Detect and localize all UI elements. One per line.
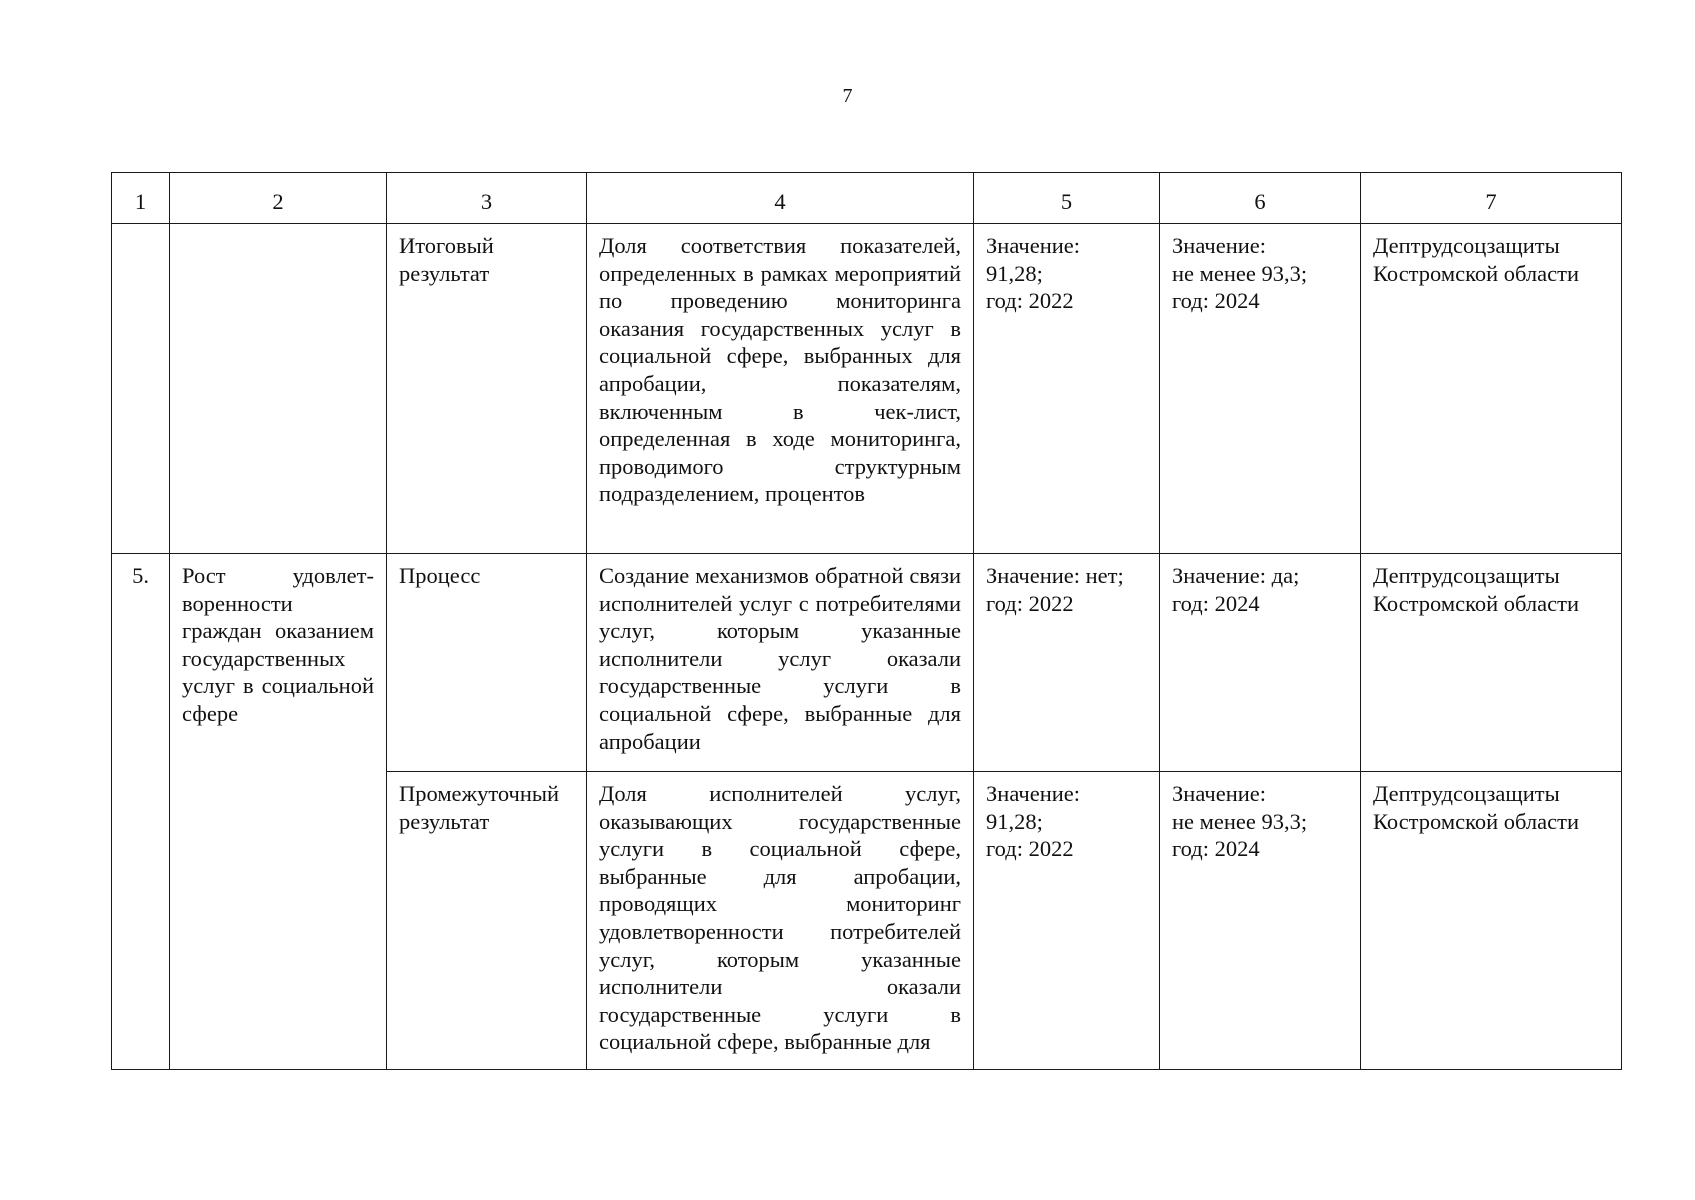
header-row <box>112 173 1622 224</box>
indicator-type-cell: Процесс <box>387 554 587 772</box>
page-number: 7 <box>842 85 853 107</box>
row-number-cell: 5. <box>112 554 170 1070</box>
indicator-description-cell: Доля соответствия показателей, определенных в рамках мероприятий по проведению мониторинга оказания государственных услуг в социальной сфере, выбранных для апробации, показателям, включенным в чек-лист, определенная в ходе мониторинга, проводимого структурным подразделением, процентов <box>587 224 974 554</box>
header-cell-1: 1 <box>112 173 170 224</box>
base-value-cell: Значение: нет; год: 2022 <box>974 554 1160 772</box>
header-cell-4: 4 <box>587 173 974 224</box>
header-cell-2: 2 <box>170 173 387 224</box>
target-value-cell: Значение: да; год: 2024 <box>1160 554 1361 772</box>
target-value-cell: Значение: не менее 93,3; год: 2024 <box>1160 224 1361 554</box>
goal-cell: Рост удовлет-воренности граждан оказанием государственных услуг в социальной сфере <box>170 554 387 1070</box>
header-cell-3: 3 <box>387 173 587 224</box>
responsible-cell: Дептрудсоцзащиты Костромской области <box>1361 554 1622 772</box>
indicator-description-cell: Создание механизмов обратной связи исполнителей услуг с потребителями услуг, которым указанные исполнители услуг оказали государственные услуги в социальной сфере, выбранные для апробации <box>587 554 974 772</box>
table-row <box>112 554 1622 772</box>
indicators-table <box>111 172 1622 1070</box>
responsible-cell: Дептрудсоцзащиты Костромской области <box>1361 224 1622 554</box>
base-value-cell: Значение: 91,28; год: 2022 <box>974 224 1160 554</box>
target-value-cell: Значение: не менее 93,3; год: 2024 <box>1160 772 1361 1070</box>
header-cell-5: 5 <box>974 173 1160 224</box>
indicator-type-cell: Итоговый результат <box>387 224 587 554</box>
indicator-type-cell: Промежуточный результат <box>387 772 587 1070</box>
row-number-cell <box>112 224 170 554</box>
goal-cell <box>170 224 387 554</box>
header-cell-7: 7 <box>1361 173 1622 224</box>
indicator-description-cell: Доля исполнителей услуг, оказывающих государственные услуги в социальной сфере, выбранные для апробации, проводящих мониторинг удовлетворенности потребителей услуг, которым указанные исполнители оказали государственные услуги в социальной сфере, выбранные для <box>587 772 974 1070</box>
table-row <box>112 224 1622 554</box>
base-value-cell: Значение: 91,28; год: 2022 <box>974 772 1160 1070</box>
header-cell-6: 6 <box>1160 173 1361 224</box>
responsible-cell: Дептрудсоцзащиты Костромской области <box>1361 772 1622 1070</box>
